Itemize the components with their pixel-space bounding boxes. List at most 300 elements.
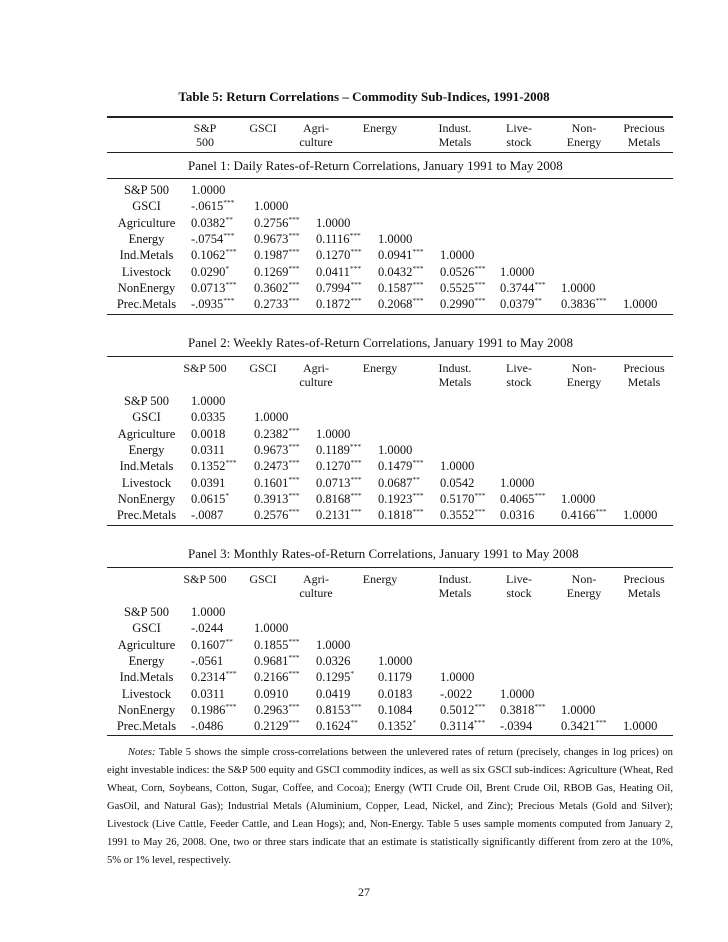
cell-value: 0.1587 [378, 280, 413, 295]
significance-stars: *** [225, 247, 237, 257]
correlation-cell [191, 670, 237, 685]
cell-value: 0.2963 [254, 702, 289, 717]
cell-value: 0.4065 [500, 491, 535, 506]
correlation-cell [191, 232, 235, 247]
correlation-cell [191, 199, 235, 214]
correlation-cell [378, 687, 412, 702]
significance-stars: *** [223, 296, 235, 306]
cell-value: 0.9673 [254, 231, 289, 246]
correlation-cell [378, 232, 412, 247]
column-header-line: Metals [438, 135, 472, 149]
cell-value: 0.1872 [316, 297, 351, 312]
row-label: Ind.Metals [119, 248, 174, 263]
cell-value: 0.0526 [440, 264, 475, 279]
significance-stars: *** [534, 490, 546, 500]
significance-stars: ** [534, 296, 542, 306]
cell-value: 1.0000 [440, 670, 475, 685]
correlation-cell [316, 476, 362, 491]
significance-stars: *** [288, 669, 300, 679]
column-header-line: Precious [623, 361, 665, 375]
panel-rule [107, 178, 673, 179]
column-header-line [340, 586, 420, 600]
cell-value: 0.0326 [316, 653, 351, 668]
significance-stars: * [225, 490, 230, 500]
correlation-cell [500, 492, 546, 507]
correlation-cell [440, 265, 486, 280]
significance-stars: *** [474, 296, 486, 306]
correlation-cell [500, 508, 534, 523]
cell-value: 0.0432 [378, 264, 413, 279]
correlation-cell [254, 687, 288, 702]
significance-stars: *** [534, 279, 546, 289]
significance-stars: *** [288, 247, 300, 257]
cell-value: 0.0542 [440, 475, 475, 490]
significance-stars: *** [349, 441, 362, 451]
correlation-cell [500, 687, 534, 702]
significance-stars: *** [350, 279, 362, 289]
cell-value: 0.1116 [316, 231, 350, 246]
column-header-line: GSCI [249, 572, 277, 586]
row-label: Prec.Metals [116, 508, 177, 523]
row-label: S&P 500 [123, 605, 170, 619]
row-label: Energy [128, 653, 165, 668]
column-header-line: Agri- [303, 121, 329, 135]
cell-value: 0.0687 [378, 475, 413, 490]
significance-stars: *** [288, 425, 300, 435]
cell-value: 1.0000 [316, 426, 351, 441]
row-label: GSCI [132, 410, 161, 425]
column-header-line: Energy [362, 572, 398, 586]
correlation-cell [316, 281, 362, 296]
column-header-line: S&P 500 [183, 572, 227, 586]
correlation-cell [316, 427, 350, 442]
correlation-cell [191, 476, 225, 491]
column-header-line: Metals [438, 375, 472, 389]
cell-value: 0.2068 [378, 297, 413, 312]
cell-value: 0.0941 [378, 248, 413, 263]
significance-stars: *** [412, 263, 424, 273]
panel-title: Panel 3: Monthly Rates-of-Return Correlations, January 1991 to May 2008 [188, 546, 579, 561]
correlation-cell [500, 281, 546, 296]
cell-value: 1.0000 [561, 491, 596, 506]
column-header [340, 121, 420, 149]
significance-stars: *** [474, 701, 486, 711]
cell-value: 1.0000 [316, 637, 351, 652]
column-header-line: Energy [566, 586, 602, 600]
cell-value: 0.2314 [191, 670, 226, 685]
column-header-line: Metals [627, 375, 661, 389]
panel-rule [107, 567, 673, 568]
correlation-cell [378, 703, 412, 718]
correlation-cell [191, 248, 237, 263]
cell-value: 1.0000 [500, 475, 535, 490]
cell-value: 0.1179 [378, 670, 412, 685]
row-label: Livestock [121, 475, 172, 490]
cell-value: 1.0000 [623, 508, 658, 523]
correlation-cell [378, 297, 424, 312]
correlation-cell [254, 476, 300, 491]
row-label: Agriculture [117, 637, 176, 652]
significance-stars: *** [349, 263, 362, 273]
correlation-cell [254, 719, 300, 734]
correlation-cell [254, 232, 300, 247]
table-top-rule [107, 116, 673, 118]
significance-stars: *** [288, 214, 300, 224]
correlation-cell [561, 719, 607, 734]
cell-value: 0.0382 [191, 215, 226, 230]
cell-value: 0.0419 [316, 686, 351, 701]
cell-value: 1.0000 [623, 297, 658, 312]
correlation-cell [191, 427, 225, 442]
correlation-cell [254, 670, 300, 685]
cell-value: 1.0000 [561, 280, 596, 295]
column-header-line: 500 [196, 135, 214, 149]
column-header-line: Agri- [303, 361, 329, 375]
column-header-line: Indust. [438, 572, 472, 586]
correlation-cell [191, 654, 223, 669]
significance-stars: *** [412, 458, 424, 468]
correlation-cell [500, 703, 546, 718]
cell-value: 0.0615 [191, 491, 226, 506]
column-header-line: Metals [438, 586, 472, 600]
column-header-line: Non- [571, 361, 597, 375]
correlation-cell [254, 459, 300, 474]
column-header-line: Energy [566, 135, 602, 149]
significance-stars: * [350, 669, 355, 679]
cell-value: -.0486 [191, 719, 224, 734]
correlation-cell [191, 183, 225, 198]
significance-stars: *** [350, 701, 362, 711]
correlation-cell [316, 216, 350, 231]
cell-value: 0.1987 [254, 248, 289, 263]
cell-value: 1.0000 [378, 653, 413, 668]
cell-value: 1.0000 [561, 702, 596, 717]
correlation-cell [378, 248, 424, 263]
column-header [340, 572, 420, 600]
significance-stars: *** [288, 701, 300, 711]
correlation-cell [316, 719, 358, 734]
significance-stars: *** [350, 507, 362, 517]
column-header [604, 572, 684, 600]
cell-value: 0.0910 [254, 686, 289, 701]
significance-stars: *** [288, 490, 300, 500]
correlation-cell [254, 297, 300, 312]
significance-stars: *** [350, 296, 362, 306]
correlation-cell [623, 719, 657, 734]
notes-label: Notes: [127, 747, 156, 758]
cell-value: 0.1270 [316, 248, 351, 263]
cell-value: 0.2166 [254, 670, 289, 685]
column-header-line: GSCI [249, 121, 277, 135]
significance-stars: *** [534, 701, 546, 711]
cell-value: 0.0311 [191, 686, 225, 701]
cell-value: 0.2990 [440, 297, 475, 312]
correlation-cell [254, 248, 300, 263]
column-header-line: S&P [193, 121, 217, 135]
correlation-cell [561, 281, 595, 296]
correlation-cell [254, 703, 300, 718]
notes-text: Table 5 shows the simple cross-correlations between the unlevered rates of return (precisely, changes in log prices) on eight investable indices: the S&P 500 equity and GSCI commodity indices, as well as six GSCI sub-indices: Agriculture (Wheat, Red Wheat, Corn, Soybeans, Cotton, Sugar, Coffee, and Cocoa); Energy (WTI Crude Oil, Brent Crude Oil, RBOB Gas, Heating Oil, GasOil, and Natural Gas); Industrial Metals (Aluminium, Copper, Lead, Nickel, and Zinc); Precious Metals (Gold and Silver); Livestock (Live Cattle, Feeder Cattle, and Lean Hogs); and, Non-Energy. Table 5 uses sample moments computed from January 2, 1991 to May 26, 2008. One, two or three stars indicate that an estimate is statistically significantly different from zero at the 10%, 5% or 1% level, respectively. [107, 747, 673, 866]
cell-value: 0.0311 [191, 442, 225, 457]
correlation-cell [254, 621, 288, 636]
column-header-line: Non- [571, 572, 597, 586]
correlation-cell [378, 265, 424, 280]
correlation-cell [191, 297, 235, 312]
correlation-cell [500, 297, 542, 312]
column-header-line [340, 375, 420, 389]
significance-stars: ** [225, 214, 233, 224]
panel-bottom-rule [107, 735, 673, 736]
column-header-line: culture [299, 135, 333, 149]
column-header-line: GSCI [249, 361, 277, 375]
column-header-line: Indust. [438, 361, 472, 375]
cell-value: 0.0411 [316, 264, 350, 279]
correlation-cell [440, 687, 472, 702]
row-label: S&P 500 [123, 394, 170, 408]
cell-value: 0.2733 [254, 297, 289, 312]
header-rule [107, 152, 673, 153]
correlation-cell [440, 670, 474, 685]
row-label: Agriculture [117, 426, 176, 441]
cell-value: 1.0000 [378, 442, 413, 457]
cell-value: 0.0018 [191, 426, 226, 441]
cell-value: 0.2576 [254, 508, 289, 523]
significance-stars: *** [350, 490, 362, 500]
column-header-line: culture [299, 375, 333, 389]
column-header-line [340, 135, 420, 149]
correlation-cell [316, 297, 362, 312]
correlation-cell [316, 508, 362, 523]
significance-stars: *** [288, 230, 300, 240]
correlation-cell [254, 443, 300, 458]
significance-stars: *** [350, 458, 362, 468]
correlation-cell [316, 687, 350, 702]
correlation-cell [254, 508, 300, 523]
row-label: Ind.Metals [119, 459, 174, 474]
significance-stars: *** [288, 458, 300, 468]
row-label: Livestock [121, 686, 172, 701]
panel-bottom-rule [107, 314, 673, 315]
page-number: 27 [358, 885, 370, 899]
column-header-line: Energy [566, 375, 602, 389]
cell-value: 0.0335 [191, 410, 226, 425]
cell-value: 0.1818 [378, 508, 413, 523]
column-header-line: stock [506, 135, 532, 149]
cell-value: 0.3114 [440, 719, 474, 734]
panel-bottom-rule [107, 525, 673, 526]
row-label: GSCI [132, 199, 161, 214]
correlation-cell [378, 281, 424, 296]
significance-stars: *** [288, 279, 300, 289]
correlation-cell [440, 508, 486, 523]
cell-value: 1.0000 [500, 264, 535, 279]
panel-title: Panel 2: Weekly Rates-of-Return Correlations, January 1991 to May 2008 [188, 335, 574, 350]
column-header-line: stock [506, 375, 532, 389]
row-label: S&P 500 [123, 183, 170, 197]
cell-value: -.0615 [191, 199, 224, 214]
correlation-cell [316, 232, 361, 247]
correlation-cell [191, 719, 223, 734]
correlation-cell [191, 216, 233, 231]
significance-stars: *** [474, 507, 486, 517]
significance-stars: *** [474, 263, 486, 273]
cell-value: 0.2473 [254, 459, 289, 474]
cell-value: 0.2131 [316, 508, 351, 523]
cell-value: -.0394 [500, 719, 533, 734]
correlation-cell [191, 394, 225, 409]
cell-value: 0.1352 [191, 459, 226, 474]
significance-stars: * [225, 263, 230, 273]
row-label: Ind.Metals [119, 670, 174, 685]
cell-value: 1.0000 [623, 719, 658, 734]
row-label: Energy [128, 231, 165, 246]
significance-stars: *** [288, 296, 300, 306]
correlation-cell [191, 621, 223, 636]
cell-value: 1.0000 [254, 410, 289, 425]
correlation-cell [316, 492, 362, 507]
correlation-cell [316, 265, 361, 280]
significance-stars: *** [349, 230, 361, 240]
significance-stars: *** [474, 279, 486, 289]
row-label: NonEnergy [117, 280, 176, 295]
cell-value: 0.3552 [440, 508, 475, 523]
correlation-cell [561, 508, 607, 523]
cell-value: 0.2129 [254, 719, 289, 734]
table-title: Table 5: Return Correlations – Commodity Sub-Indices, 1991-2008 [178, 89, 550, 104]
correlation-cell [561, 492, 595, 507]
row-label: NonEnergy [117, 702, 176, 717]
cell-value: 1.0000 [254, 621, 289, 636]
significance-stars: *** [225, 458, 237, 468]
cell-value: 0.8153 [316, 702, 351, 717]
correlation-cell [440, 476, 474, 491]
cell-value: -.0561 [191, 653, 224, 668]
correlation-cell [191, 459, 237, 474]
cell-value: 0.0713 [316, 475, 351, 490]
cell-value: 0.1189 [316, 442, 350, 457]
significance-stars: *** [412, 490, 424, 500]
significance-stars: *** [288, 441, 300, 451]
cell-value: 0.3421 [561, 719, 596, 734]
significance-stars: *** [288, 507, 300, 517]
correlation-cell [254, 410, 288, 425]
row-label: Prec.Metals [116, 297, 177, 312]
significance-stars: *** [350, 474, 362, 484]
correlation-cell [440, 248, 474, 263]
cell-value: 0.0391 [191, 475, 226, 490]
significance-stars: *** [473, 718, 486, 728]
correlation-cell [191, 492, 229, 507]
correlation-cell [561, 297, 607, 312]
column-header-line: Precious [623, 121, 665, 135]
cell-value: 0.1923 [378, 491, 413, 506]
cell-value: -.0087 [191, 508, 224, 523]
cell-value: 0.1607 [191, 637, 226, 652]
column-header-line: Indust. [438, 121, 472, 135]
column-header-line: Live- [506, 121, 532, 135]
column-header-line: Agri- [303, 572, 329, 586]
correlation-cell [254, 281, 300, 296]
cell-value: 0.0183 [378, 686, 413, 701]
cell-value: 1.0000 [191, 394, 226, 408]
significance-stars: *** [474, 490, 486, 500]
significance-stars: *** [288, 652, 300, 662]
significance-stars: *** [595, 718, 607, 728]
correlation-cell [378, 459, 424, 474]
significance-stars: *** [288, 263, 300, 273]
cell-value: 0.1855 [254, 637, 289, 652]
significance-stars: *** [225, 669, 237, 679]
significance-stars: *** [223, 198, 235, 208]
column-header-line: Precious [623, 572, 665, 586]
correlation-cell [316, 459, 362, 474]
column-header-line: Live- [506, 361, 532, 375]
cell-value: -.0022 [440, 686, 473, 701]
correlation-cell [378, 508, 424, 523]
cell-value: 0.1624 [316, 719, 351, 734]
cell-value: 1.0000 [440, 248, 475, 263]
cell-value: 1.0000 [191, 605, 226, 619]
correlation-cell [191, 281, 237, 296]
correlation-cell [191, 638, 233, 653]
significance-stars: *** [288, 474, 300, 484]
column-header-line: Metals [627, 135, 661, 149]
panel-rule [107, 356, 673, 357]
correlation-cell [254, 199, 288, 214]
cell-value: 1.0000 [191, 183, 226, 197]
correlation-cell [378, 476, 420, 491]
correlation-cell [191, 703, 237, 718]
correlation-cell [500, 265, 534, 280]
column-header-line: stock [506, 586, 532, 600]
correlation-cell [440, 297, 486, 312]
cell-value: 1.0000 [378, 231, 413, 246]
correlation-cell [378, 492, 424, 507]
correlation-cell [316, 248, 362, 263]
significance-stars: *** [412, 507, 424, 517]
column-header-line: Metals [627, 586, 661, 600]
significance-stars: *** [412, 296, 424, 306]
cell-value: 1.0000 [316, 215, 351, 230]
significance-stars: *** [225, 701, 237, 711]
correlation-cell [440, 719, 485, 734]
significance-stars: *** [225, 279, 237, 289]
cell-value: 0.5525 [440, 280, 475, 295]
cell-value: 1.0000 [254, 199, 289, 214]
cell-value: 0.1479 [378, 459, 413, 474]
column-header-line: Live- [506, 572, 532, 586]
cell-value: 0.2382 [254, 426, 289, 441]
correlation-cell [500, 719, 532, 734]
significance-stars: *** [288, 718, 300, 728]
cell-value: 0.0713 [191, 280, 226, 295]
cell-value: 0.1269 [254, 264, 289, 279]
correlation-cell [254, 265, 300, 280]
correlation-cell [316, 638, 350, 653]
cell-value: 0.9673 [254, 442, 289, 457]
cell-value: 0.3744 [500, 280, 535, 295]
significance-stars: *** [595, 296, 607, 306]
correlation-cell [191, 443, 225, 458]
correlation-cell [378, 670, 412, 685]
significance-stars: *** [595, 507, 607, 517]
cell-value: 0.1295 [316, 670, 351, 685]
correlation-cell [191, 687, 225, 702]
panel-title: Panel 1: Daily Rates-of-Return Correlations, January 1991 to May 2008 [188, 158, 563, 173]
cell-value: 0.0379 [500, 297, 535, 312]
significance-stars: * [412, 718, 417, 728]
significance-stars: *** [223, 230, 235, 240]
